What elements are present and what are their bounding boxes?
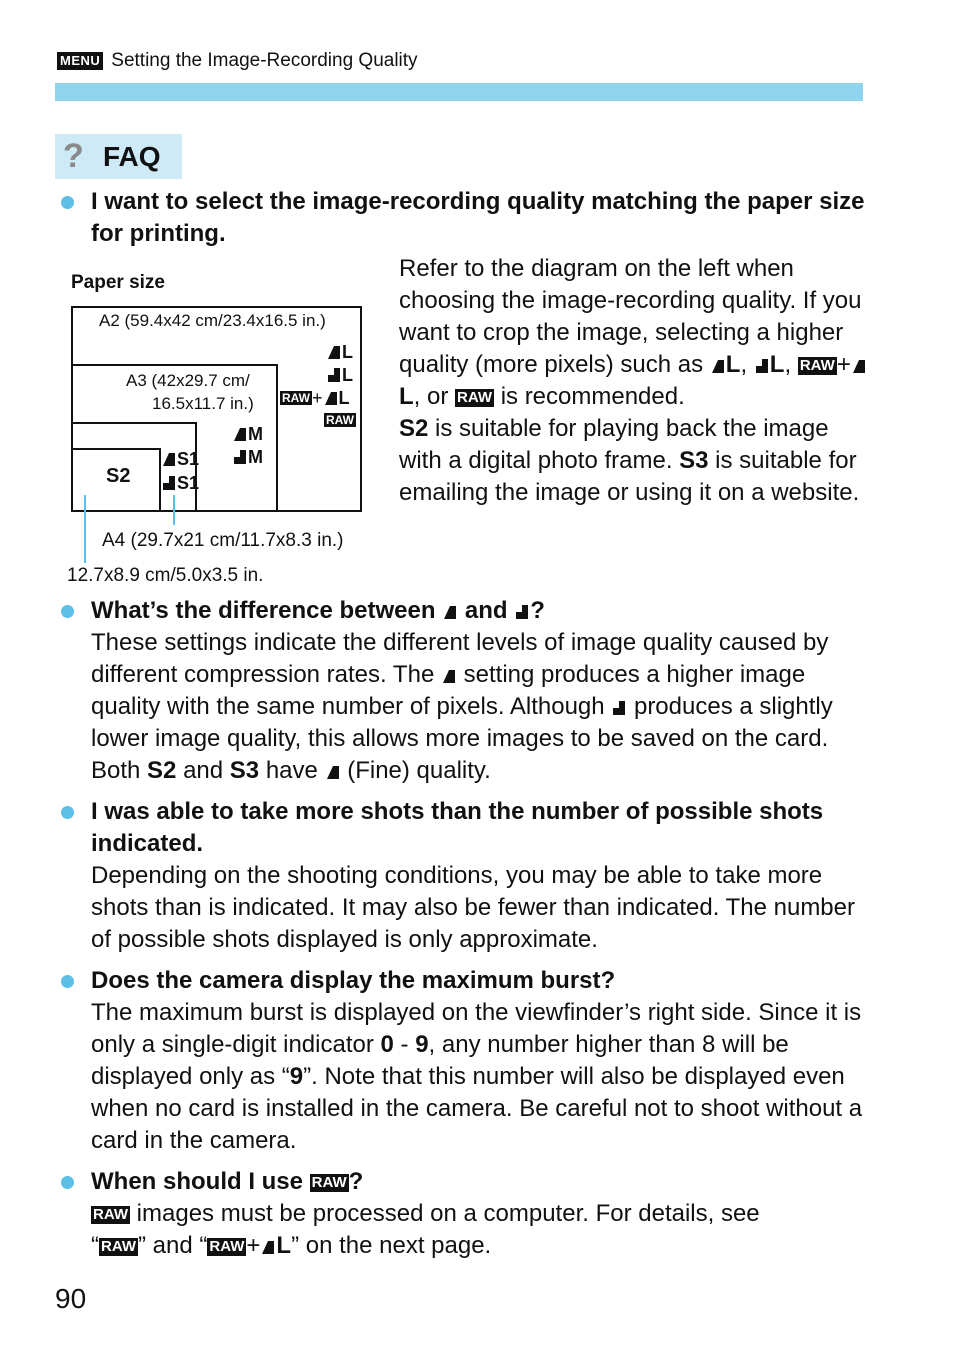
a4-label: A4 (29.7x21 cm/11.7x8.3 in.) [102,530,344,551]
q3-heading: I was able to take more shots than the number of possible shots indicated. [91,798,824,857]
q4-block [91,965,871,1157]
q2-block [91,595,871,787]
fine-m-icon: M [232,424,263,445]
bullet-icon [61,605,74,618]
page-number: 90 [55,1283,87,1314]
raw-plus-fine-l-icon: RAW + L [282,388,350,408]
small-leader-line [84,495,86,563]
q3-block [91,796,871,956]
fine-s1-icon: S1 [161,449,199,470]
a3-label-2: 16.5x11.7 in.) [152,394,254,413]
q4-heading: Does the camera display the maximum burst? [91,967,616,994]
q2-text: These settings indicate the different levels of image quality caused by different compression rates. The setting produces a higher image quality with the same number of pixels. Although produces a slightly lower image quality, this allows more images to be saved on the card. Both S2 and S3 have (Fine) quality. [91,629,833,784]
q5-block [91,1166,871,1262]
faq-title: FAQ [103,140,161,172]
menu-badge: MENU [57,52,103,70]
bullet-icon [61,1176,74,1189]
q1-text: Refer to the diagram on the left when choosing the image-recording quality. If you want to crop the image, selecting a higher quality (more pixels) such as L, L, RAW+L, or RAW is recommended. S2 is suitable for playing back the image with a digital photo frame. S3 is suitable for emailing the image or using it on a website. [399,253,869,509]
normal-l-icon: L [326,365,353,386]
small-size-label: 12.7x8.9 cm/5.0x3.5 in. [67,565,264,586]
raw-icon: RAW [326,413,354,427]
q4-text: The maximum burst is displayed on the viewfinder’s right side. Since it is only a single-digit indicator 0 - 9, any number higher than 8 will be displayed only as “9”. Note that this number will also be displayed even when no card is installed in the camera. Be careful not to shoot without a card in the camera. [91,999,863,1154]
question-mark-icon: ? [63,137,84,175]
normal-m-icon: M [232,447,263,468]
bullet-icon [61,806,74,819]
q3-text: Depending on the shooting conditions, you may be able to take more shots than is indicated. It may also be fewer than indicated. The number of possible shots displayed is only approximate. [91,862,855,953]
diagram-title: Paper size [71,272,165,293]
s2-label: S2 [106,465,131,487]
q5-text: RAW images must be processed on a computer. For details, see “ RAW” and “ RAW+ L” on the next page. [91,1200,760,1259]
a4-leader-line [173,495,175,525]
fine-l-icon: L [326,342,353,363]
bullet-icon [61,975,74,988]
normal-s1-icon: S1 [161,473,199,494]
q5-heading: When should I use RAW? [91,1168,364,1195]
q2-heading: What’s the difference between and ? [91,597,545,624]
q1-heading: I want to select the image-recording quality matching the paper size for printing. [91,188,865,247]
paper-size-diagram [0,0,400,600]
a2-label: A2 (59.4x42 cm/23.4x16.5 in.) [99,311,326,330]
header-title: Setting the Image-Recording Quality [111,50,418,71]
a3-label-1: A3 (42x29.7 cm/ [126,371,250,390]
